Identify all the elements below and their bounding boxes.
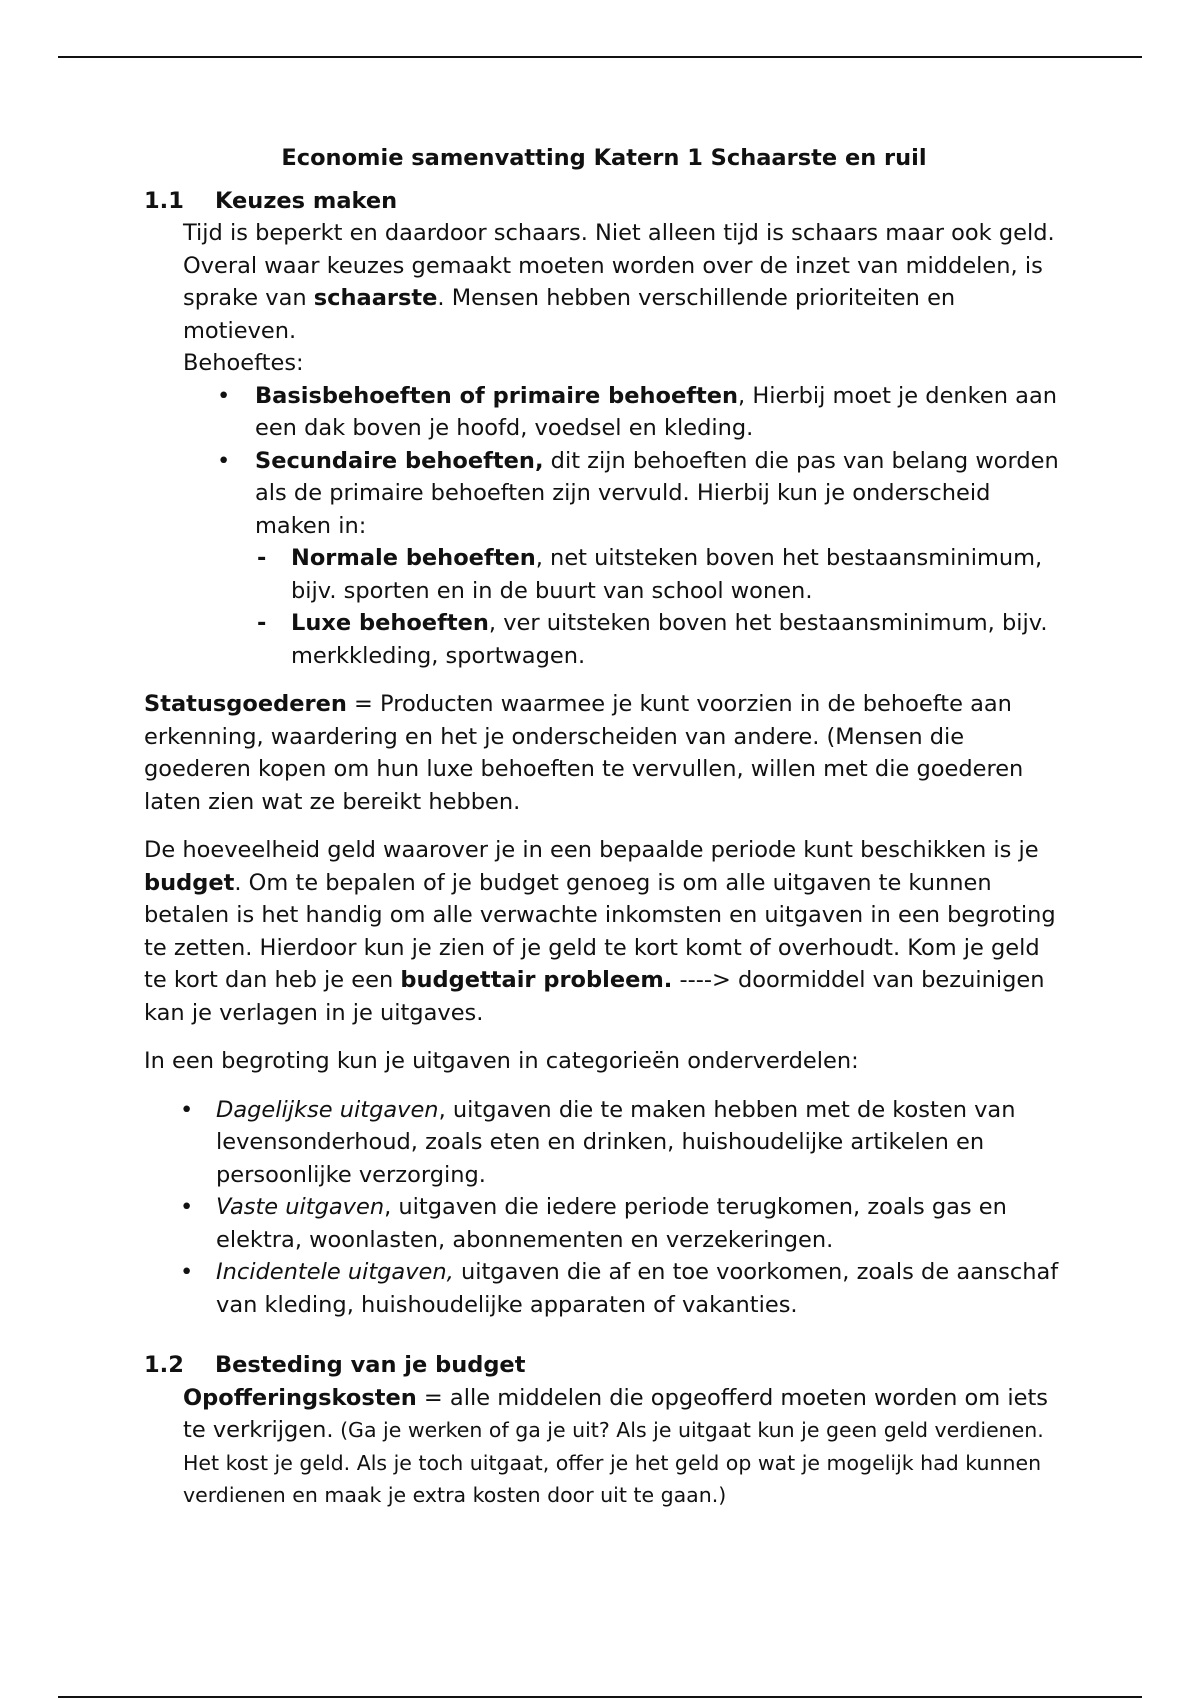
text-run: , Hierbij moet je denken aan een dak boven je hoofd, voedsel en kleding. bbox=[255, 382, 1058, 441]
list-item bbox=[216, 1094, 1064, 1192]
term-secondary-needs: Secundaire behoeften, bbox=[255, 447, 544, 474]
status-paragraph bbox=[144, 688, 1064, 818]
term-daily: Dagelijkse uitgaven bbox=[216, 1096, 439, 1123]
term-schaarste: schaarste bbox=[313, 285, 438, 311]
term-opofferingskosten: Opofferingskosten bbox=[183, 1384, 417, 1411]
text-run: , net uitsteken boven het bestaansminimum, bijv. sporten en in de buurt van school wonen. bbox=[291, 545, 1043, 604]
document-page bbox=[144, 142, 1064, 1512]
list-item bbox=[216, 1191, 1064, 1256]
text-run: , ver uitsteken boven het bestaansminimum, bijv. merkkleding, sportwagen. bbox=[291, 610, 1048, 669]
secondary-needs-list bbox=[255, 542, 1064, 672]
section-heading-1-2 bbox=[144, 1349, 1064, 1382]
section-title: Keuzes maken bbox=[215, 187, 398, 214]
term-budget-problem: budgettair probleem. bbox=[400, 967, 673, 993]
budget-paragraph bbox=[144, 834, 1064, 1029]
section-1-2-body bbox=[144, 1382, 1064, 1512]
section-heading-1-1 bbox=[144, 185, 1064, 218]
section-number: 1.2 bbox=[144, 1352, 184, 1378]
text-run: , uitgaven die te maken hebben met de kosten van levensonderhoud, zoals eten en drinken, huishoudelijke artikelen en persoonlijke verzorging. bbox=[216, 1096, 1016, 1188]
term-statusgoederen: Statusgoederen bbox=[144, 691, 347, 717]
section-1-1-body bbox=[144, 217, 1064, 380]
list-item bbox=[291, 542, 1064, 607]
text-run: . Mensen hebben verschillende prioriteiten en motieven. bbox=[183, 285, 956, 344]
text-run: = Producten waarmee je kunt voorzien in de behoefte aan erkenning, waardering en het je onderscheiden van andere. (Mensen die goederen kopen om hun luxe behoeften te vervullen, willen met die goederen laten zien wat ze bereikt hebben. bbox=[144, 691, 1024, 815]
term-budget: budget bbox=[144, 869, 235, 896]
list-item bbox=[255, 445, 1064, 673]
term-luxury-needs: Luxe behoeften bbox=[291, 610, 489, 636]
footer-rule bbox=[58, 1696, 1142, 1698]
list-item bbox=[216, 1256, 1064, 1321]
text-run: . Om te bepalen of je budget genoeg is om alle uitgaven te kunnen betalen is het handig om alle verwachte inkomsten en uitgaven in een begroting te zetten. Hierdoor kun je zien of je geld te kort komt of overhoudt. Kom je geld te kort dan heb je een bbox=[144, 869, 1056, 993]
term-incidental: Incidentele uitgaven, bbox=[216, 1259, 454, 1285]
text-run: dit zijn behoeften die pas van belang worden als de primaire behoeften zijn vervuld. Hierbij kun je onderscheid maken in: bbox=[255, 447, 1059, 539]
expense-categories-list bbox=[144, 1094, 1064, 1322]
needs-list bbox=[144, 380, 1064, 673]
term-fixed: Vaste uitgaven bbox=[216, 1194, 385, 1220]
section-title: Besteding van je budget bbox=[215, 1352, 526, 1378]
text-run: = alle middelen die opgeofferd moeten worden om iets te verkrijgen. bbox=[183, 1384, 1049, 1443]
header-rule bbox=[58, 56, 1142, 58]
text-run: ----> doormiddel van bezuinigen kan je verlagen in je uitgaves. bbox=[144, 967, 1045, 1026]
list-item bbox=[255, 380, 1064, 445]
text-run: uitgaven die af en toe voorkomen, zoals de aanschaf van kleding, huishoudelijke apparaten of vakanties. bbox=[216, 1259, 1059, 1318]
section-number: 1.1 bbox=[144, 187, 184, 214]
opportunity-cost-paragraph bbox=[183, 1382, 1064, 1512]
list-item bbox=[291, 607, 1064, 672]
text-run: Tijd is beperkt en daardoor schaars. Niet alleen tijd is schaars maar ook geld. Overal waar keuzes gemaakt moeten worden over de inzet van middelen, is sprake van bbox=[183, 220, 1055, 311]
document-title: Economie samenvatting Katern 1 Schaarste en ruil bbox=[281, 145, 927, 171]
term-normal-needs: Normale behoeften bbox=[291, 545, 536, 571]
text-run-small: (Ga je werken of ga je uit? Als je uitgaat kun je geen geld verdienen. Het kost je geld. Als je toch uitgaat, offer je het geld op wat je mogelijk had kunnen verdienen en maak je extra kosten door uit te gaan.) bbox=[183, 1418, 1044, 1507]
term-primary-needs: Basisbehoeften of primaire behoeften bbox=[255, 382, 739, 409]
intro-paragraph bbox=[183, 217, 1064, 347]
categories-intro: In een begroting kun je uitgaven in categorieën onderverdelen: bbox=[144, 1048, 859, 1074]
text-run: , uitgaven die iedere periode terugkomen, zoals gas en elektra, woonlasten, abonnementen en verzekeringen. bbox=[216, 1194, 1007, 1253]
behoeftes-label: Behoeftes: bbox=[183, 350, 304, 376]
text-run: De hoeveelheid geld waarover je in een bepaalde periode kunt beschikken is je bbox=[144, 837, 1039, 863]
